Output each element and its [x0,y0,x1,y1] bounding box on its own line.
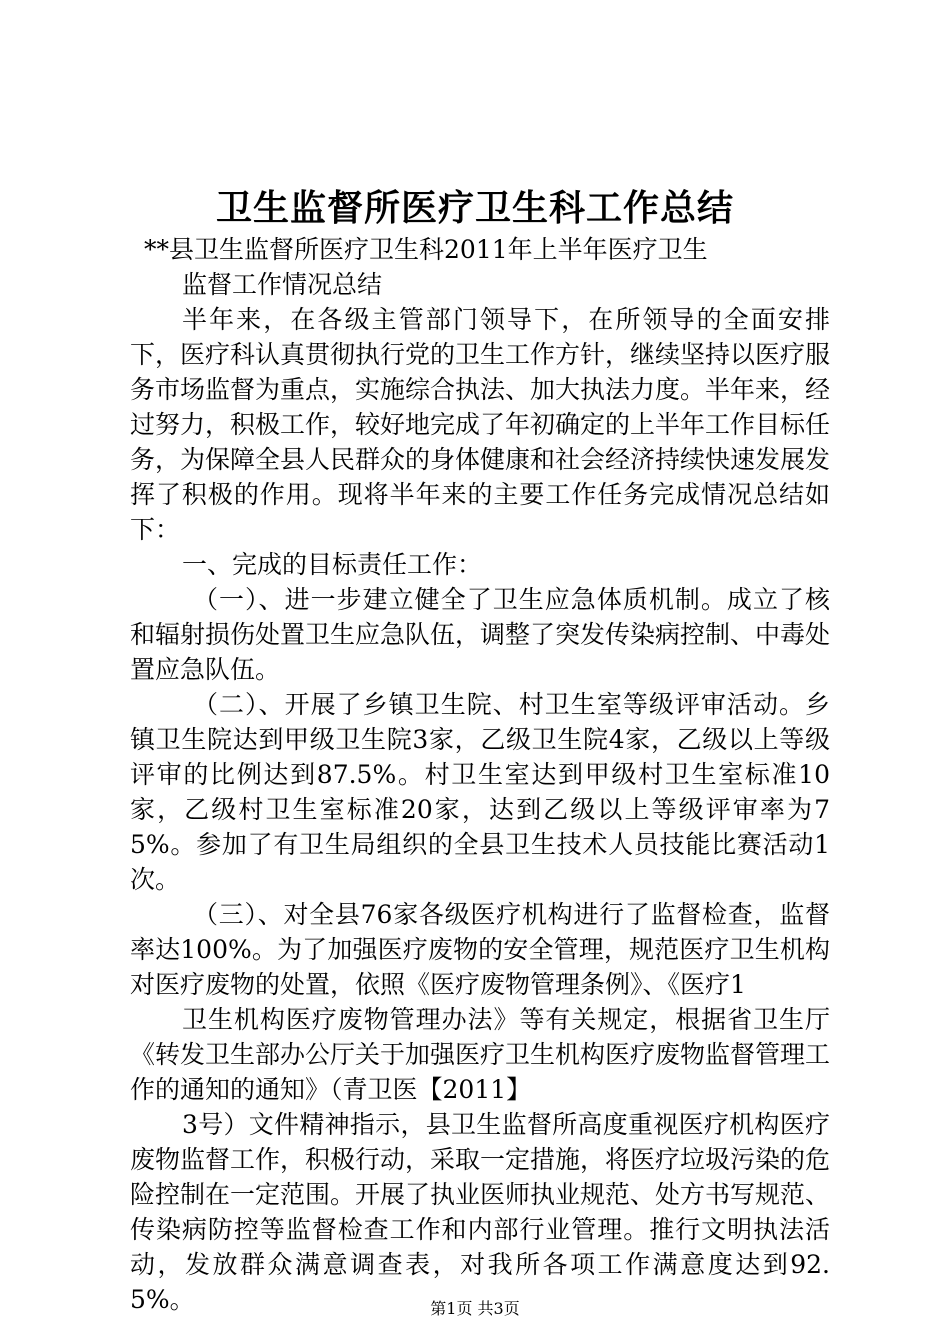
paragraph-continuation-1: 卫生机构医疗废物管理办法》等有关规定，根据省卫生厅《转发卫生部办公厅关于加强医疗卫生机构医疗废物监督管理工作的通知的通知》（青卫医【2011】 [130,1005,831,1104]
paragraph-item-1: （一）、进一步建立健全了卫生应急体质机制。成立了核和辐射损伤处置卫生应急队伍，调整了突发传染病控制、中毒处置应急队伍。 [130,585,831,684]
page-footer: 第1页 共3页 [430,1299,520,1318]
paragraph-intro: 半年来，在各级主管部门领导下，在所领导的全面安排下，医疗科认真贯彻执行党的卫生工作方针，继续坚持以医疗服务市场监督为重点，实施综合执法、加大执法力度。半年来，经过努力，积极工作，较好地完成了年初确定的上半年工作目标任务，为保障全县人民群众的身体健康和社会经济持续快速发展发挥了积极的作用。现将半年来的主要工作任务完成情况总结如下： [130,305,831,544]
paragraph-item-3: （三）、对全县76家各级医疗机构进行了监督检查，监督率达100%。为了加强医疗废物的安全管理，规范医疗卫生机构对医疗废物的处置，依照《医疗废物管理条例》、《医疗1 [130,900,830,999]
page-title: 卫生监督所医疗卫生科工作总结 [215,187,734,229]
paragraph-continuation-2: 3号）文件精神指示，县卫生监督所高度重视医疗机构医疗废物监督工作，积极行动，采取一定措施，将医疗垃圾污染的危险控制在一定范围。开展了执业医师执业规范、处方书写规范、传染病防控等监督检查工作和内部行业管理。推行文明执法活动，发放群众满意调查表，对我所各项工作满意度达到92.5%。 [130,1110,831,1314]
document-body [130,232,830,1317]
paragraph-item-2: （二）、开展了乡镇卫生院、村卫生室等级评审活动。乡镇卫生院达到甲级卫生院3家，乙级卫生院4家，乙级以上等级评审的比例达到87.5%。村卫生室达到甲级村卫生室标准10家，乙级村卫生室标准20家，达到乙级以上等级评审率为75%。参加了有卫生局组织的全县卫生技术人员技能比赛活动1次。 [130,690,830,894]
document-subtitle [130,232,830,302]
subtitle-line-1: **县卫生监督所医疗卫生科2011年上半年医疗卫生 [144,235,708,264]
section-heading: 一、完成的目标责任工作： [182,550,483,579]
subtitle-line-2: 监督工作情况总结 [182,270,383,299]
